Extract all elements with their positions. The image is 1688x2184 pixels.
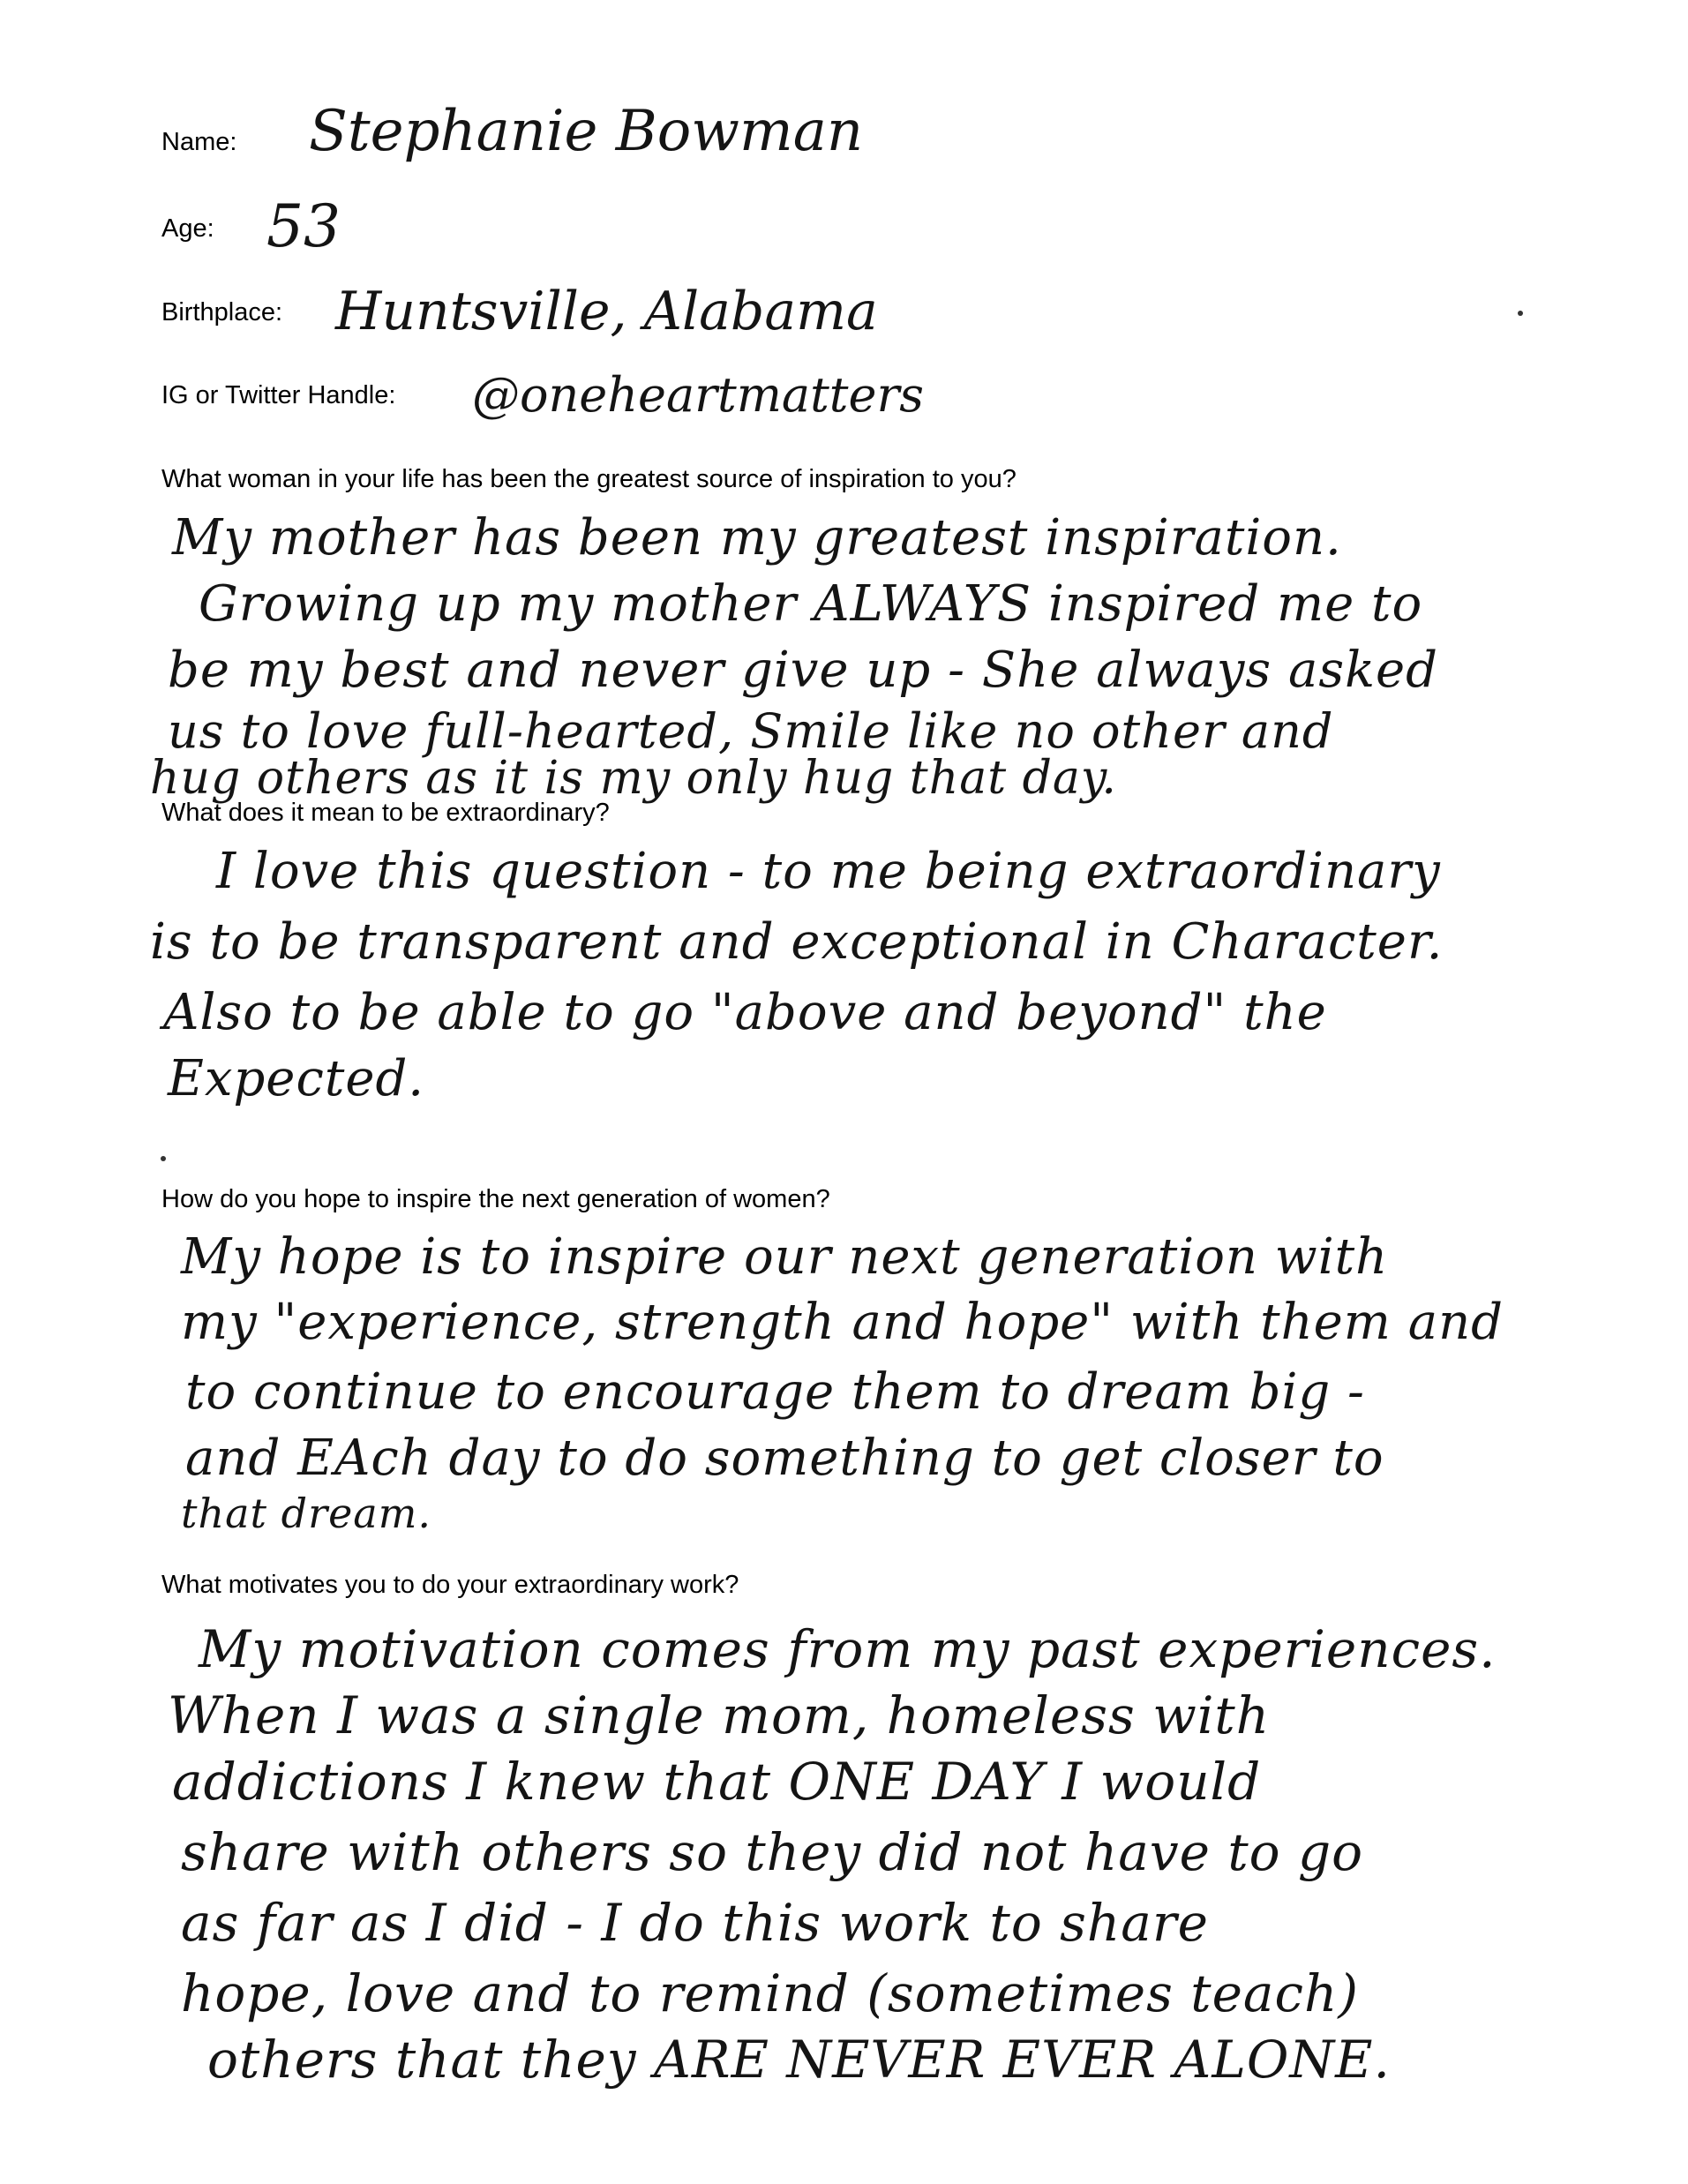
birthplace-label: Birthplace: — [161, 298, 283, 326]
stray-mark — [1518, 311, 1523, 316]
question-motivation: What motivates you to do your extraordinary work? — [161, 1571, 739, 1599]
answer-line: is to be transparent and exceptional in Character. — [150, 913, 1444, 971]
stray-mark — [161, 1156, 166, 1161]
answer-line: us to love full-hearted, Smile like no other and — [168, 703, 1334, 759]
answer-line: When I was a single mom, homeless with — [168, 1685, 1271, 1745]
answer-line: others that they ARE NEVER EVER ALONE. — [207, 2030, 1391, 2090]
answer-line: be my best and never give up - She always asked — [168, 642, 1438, 699]
answer-line: Expected. — [168, 1050, 425, 1107]
handle-label: IG or Twitter Handle: — [161, 381, 396, 409]
answer-line: hope, love and to remind (sometimes teach) — [181, 1963, 1359, 2023]
answer-line: I love this question - to me being extraordinary — [216, 843, 1441, 900]
answer-line: Growing up my mother ALWAYS inspired me to — [199, 575, 1423, 633]
answer-line: as far as I did - I do this work to share — [181, 1893, 1209, 1953]
answer-line: addictions I knew that ONE DAY I would — [172, 1752, 1262, 1812]
answer-line: Also to be able to go "above and beyond" the — [163, 984, 1327, 1041]
question-extraordinary: What does it mean to be extraordinary? — [161, 799, 610, 827]
question-inspiration: What woman in your life has been the greatest source of inspiration to you? — [161, 465, 1017, 493]
handle-value: @oneheartmatters — [472, 367, 924, 423]
answer-line: My motivation comes from my past experiences. — [199, 1619, 1497, 1679]
answer-line: hug others as it is my only hug that day. — [150, 752, 1117, 805]
answer-line: My hope is to inspire our next generation with — [181, 1228, 1389, 1286]
age-label: Age: — [161, 214, 214, 243]
question-next-generation: How do you hope to inspire the next generation of women? — [161, 1185, 830, 1213]
birthplace-value: Huntsville, Alabama — [335, 281, 878, 342]
answer-line: and EAch day to do something to get closer to — [185, 1430, 1384, 1487]
answer-line: that dream. — [181, 1490, 431, 1537]
answer-line: my "experience, strength and hope" with them and — [181, 1294, 1504, 1351]
answer-line: My mother has been my greatest inspiration. — [172, 509, 1342, 567]
answer-line: share with others so they did not have to go — [181, 1822, 1364, 1882]
answer-line: to continue to encourage them to dream big - — [185, 1363, 1365, 1421]
name-value: Stephanie Bowman — [309, 99, 864, 164]
age-value: 53 — [266, 192, 341, 260]
name-label: Name: — [161, 128, 237, 156]
